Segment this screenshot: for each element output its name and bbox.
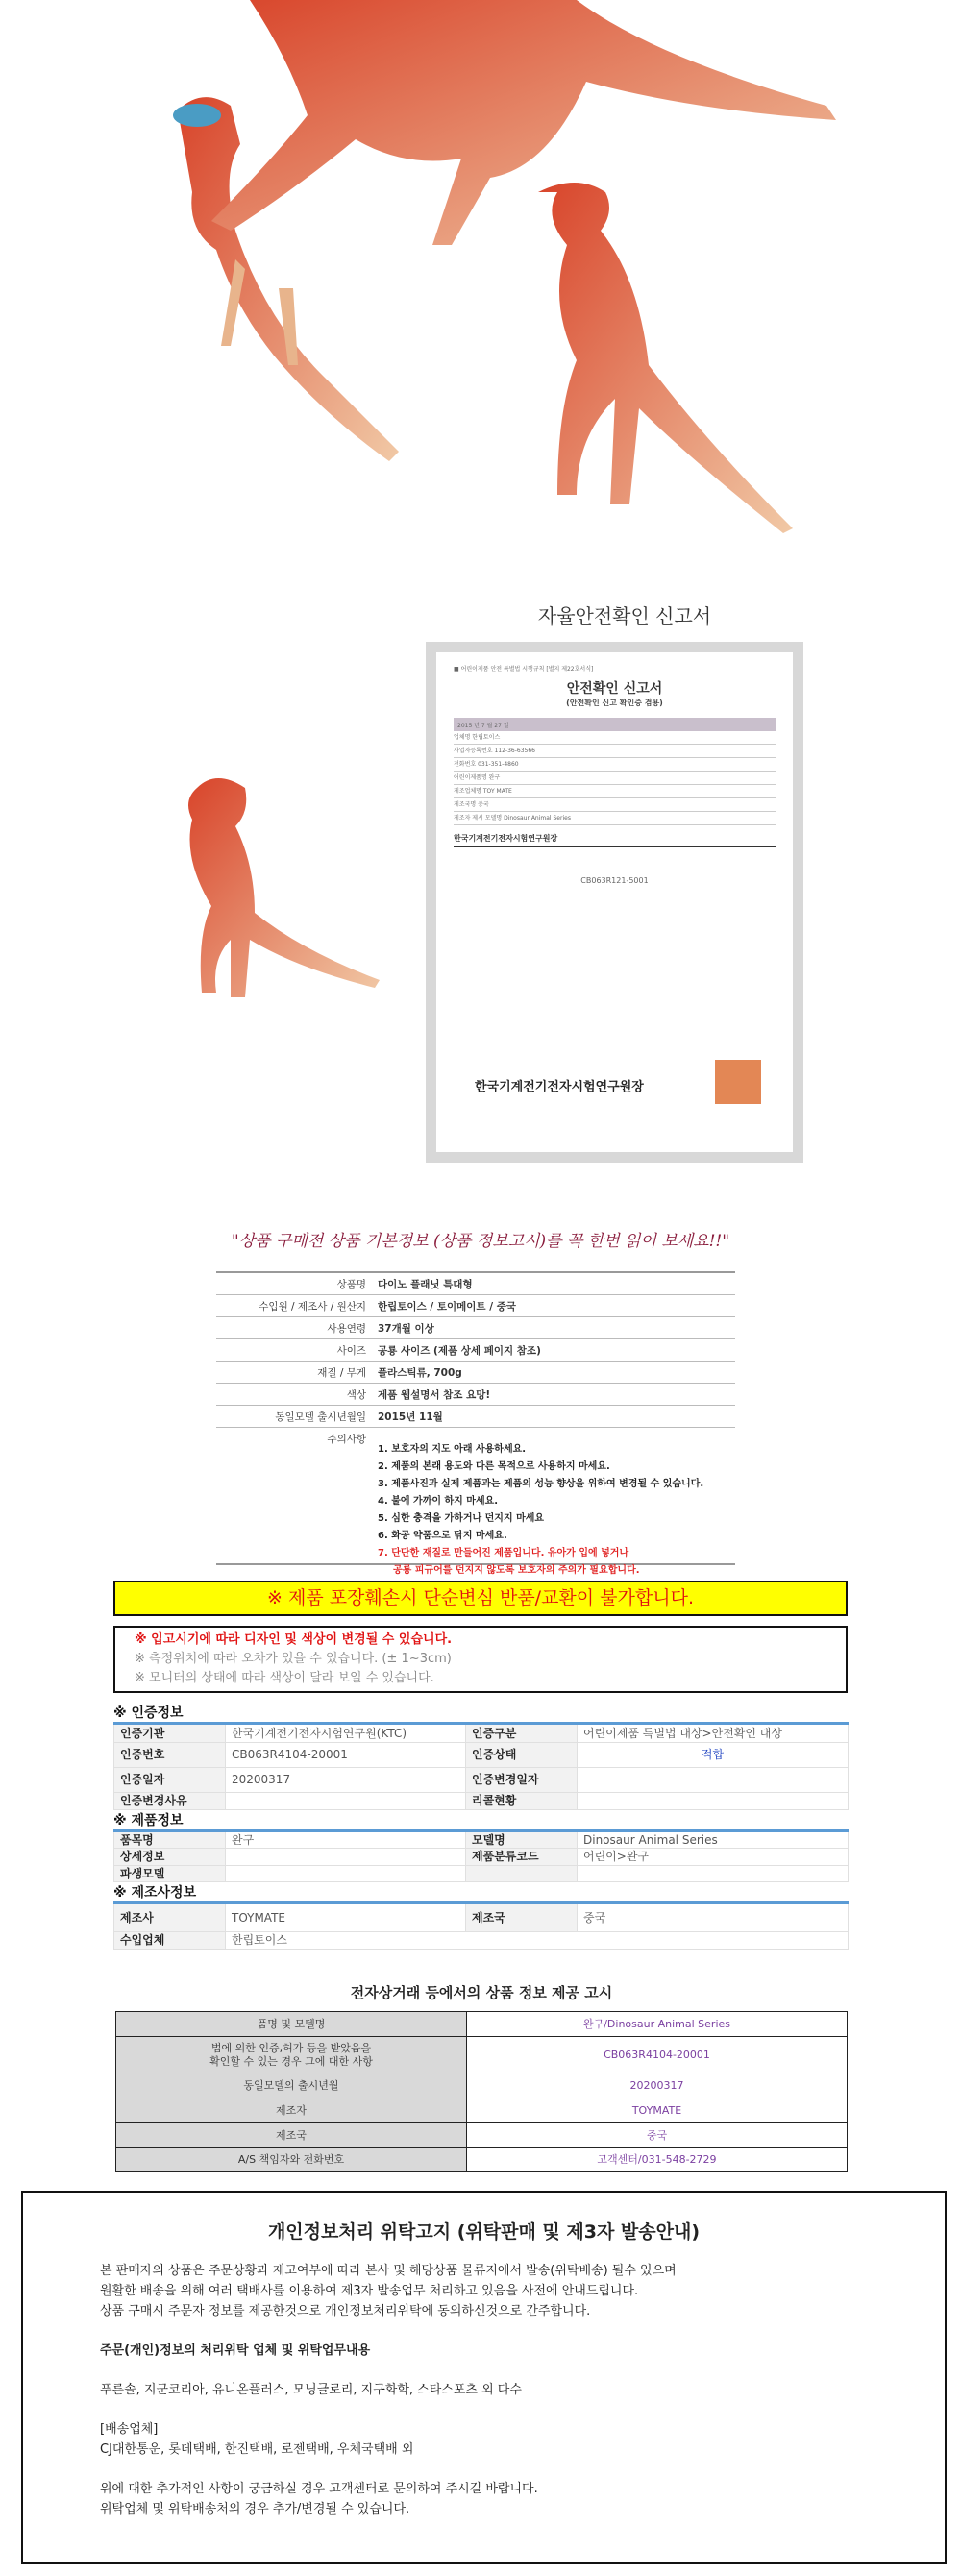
table-row bbox=[116, 2073, 848, 2098]
cell-label: 제조국 bbox=[466, 1903, 578, 1932]
privacy-footer: 위탁업체 및 위탁배송처의 경우 추가/변경될 수 있습니다. bbox=[100, 2502, 410, 2516]
caution-item: 5. 심한 충격을 가하거나 던지지 마세요 bbox=[378, 1513, 545, 1524]
cert-number: CB063R121-5001 bbox=[580, 876, 649, 885]
table-row bbox=[114, 1903, 849, 1932]
basic-info-label: 사용연령 bbox=[327, 1322, 366, 1335]
cell-value: 한립토이스 bbox=[226, 1932, 849, 1950]
privacy-carriers-label: [배송업체] bbox=[100, 2422, 159, 2437]
table-row bbox=[114, 1831, 849, 1849]
caution-item: 6. 화공 약품으로 닦지 마세요. bbox=[378, 1531, 507, 1541]
cell-label: 품명 및 모델명 bbox=[116, 2012, 467, 2037]
cert-small-issuer: 한국기계전기전자시험연구원장 bbox=[454, 833, 776, 847]
basic-info-value: 한립토이스 / 토이메이트 / 중국 bbox=[378, 1300, 517, 1313]
cell-label: 인증상태 bbox=[466, 1743, 578, 1768]
cell-value: 20200317 bbox=[226, 1768, 466, 1793]
cell-value: 완구/Dinosaur Animal Series bbox=[467, 2012, 848, 2037]
cell-label: 인증기관 bbox=[114, 1724, 226, 1743]
cell-label: 제조국 bbox=[116, 2123, 467, 2148]
safety-certificate-image bbox=[426, 642, 803, 1163]
cell-value: TOYMATE bbox=[467, 2098, 848, 2123]
basic-info-row bbox=[216, 1339, 735, 1362]
table-row bbox=[114, 1724, 849, 1743]
cert-row: 사업자등록번호 112-36-63566 bbox=[454, 745, 776, 758]
cert-rows bbox=[454, 731, 776, 825]
cell-label: 인증구분 bbox=[466, 1724, 578, 1743]
basic-info-table bbox=[216, 1271, 735, 1576]
cell-value: 어린이>완구 bbox=[578, 1849, 849, 1866]
cell-value: Dinosaur Animal Series bbox=[578, 1831, 849, 1849]
cell-label: 동일모델의 출시년월 bbox=[116, 2073, 467, 2098]
cell-label: 법에 의한 인증,허가 등을 받았음을 확인할 수 있는 경우 그에 대한 사항 bbox=[116, 2037, 467, 2073]
privacy-notice-box bbox=[21, 2191, 947, 2564]
basic-info-value: 다이노 플래닛 특대형 bbox=[378, 1278, 473, 1290]
privacy-carriers: CJ대한통운, 롯데택배, 한진택배, 로젠택배, 우체국택배 외 bbox=[100, 2442, 414, 2457]
caution-item: 2. 제품의 본래 용도와 다른 목적으로 사용하지 마세요. bbox=[378, 1461, 610, 1472]
table-row bbox=[114, 1743, 849, 1768]
cell-value bbox=[226, 1849, 466, 1866]
cert-title: 안전확인 신고서 bbox=[566, 681, 663, 697]
ecommerce-title: 전자상거래 등에서의 상품 정보 제공 고시 bbox=[350, 1984, 613, 2001]
basic-info-value: 37개월 이상 bbox=[378, 1322, 434, 1335]
basic-info-label: 상품명 bbox=[336, 1278, 366, 1290]
cert-row: 전화번호 031-351-4860 bbox=[454, 758, 776, 772]
dinosaur-figure-right bbox=[538, 183, 793, 533]
privacy-intro: 상품 구매시 주문자 정보를 제공한것으로 개인정보처리위탁에 동의하신것으로 간주합니다. bbox=[100, 2304, 591, 2318]
caution-item: 4. 불에 가까이 하지 마세요. bbox=[378, 1496, 499, 1507]
caution-item: 7. 단단한 재질로 만들어진 제품입니다. 유아가 입에 넣거나 bbox=[378, 1548, 629, 1558]
cell-label: 제조자 bbox=[116, 2098, 467, 2123]
caution-item: 1. 보호자의 지도 아래 사용하세요. bbox=[378, 1444, 527, 1455]
cell-label: 인증변경일자 bbox=[466, 1768, 578, 1793]
product-info-table bbox=[113, 1829, 849, 1882]
table-row bbox=[114, 1866, 849, 1882]
basic-info-row bbox=[216, 1406, 735, 1428]
cell-value bbox=[578, 1866, 849, 1882]
cautions-row bbox=[216, 1428, 735, 1576]
privacy-footer: 위에 대한 추가적인 사항이 궁금하실 경우 고객센터로 문의하여 주시길 바랍니다. bbox=[100, 2482, 538, 2496]
cell-value: CB063R4104-20001 bbox=[467, 2037, 848, 2073]
cert-row: 제조자 제시 모델명 Dinosaur Animal Series bbox=[454, 812, 776, 825]
ecommerce-info-table bbox=[115, 2011, 848, 2172]
cert-info-heading: ※ 인증정보 bbox=[113, 1705, 184, 1721]
cell-value: 완구 bbox=[226, 1831, 466, 1849]
cautions-list bbox=[378, 1441, 704, 1576]
cell-label: 리콜현황 bbox=[466, 1793, 578, 1810]
table-row bbox=[114, 1932, 849, 1950]
official-seal bbox=[715, 1060, 761, 1104]
cert-row: 어린이제품명 완구 bbox=[454, 772, 776, 785]
table-row bbox=[116, 2123, 848, 2148]
cell-value: 고객센터/031-548-2729 bbox=[467, 2148, 848, 2172]
cell-value: 중국 bbox=[578, 1903, 849, 1932]
cell-value: 중국 bbox=[467, 2123, 848, 2148]
cautions-label: 주의사항 bbox=[327, 1434, 366, 1445]
basic-info-label: 색상 bbox=[346, 1388, 366, 1401]
basic-info-value: 제품 웹설명서 참조 요망! bbox=[378, 1388, 491, 1401]
cert-subtitle: (안전확인 신고 확인증 겸용) bbox=[566, 699, 663, 707]
cell-label: 모델명 bbox=[466, 1831, 578, 1849]
cert-row: 업체명 한립토이스 bbox=[454, 731, 776, 745]
cell-label: 인증변경사유 bbox=[114, 1793, 226, 1810]
basic-info-row bbox=[216, 1273, 735, 1295]
cert-issuer: 한국기계전기전자시험연구원장 bbox=[475, 1080, 644, 1094]
cell-value: 어린이제품 특별법 대상>안전확인 대상 bbox=[578, 1724, 849, 1743]
cell-value bbox=[578, 1793, 849, 1810]
cell-label bbox=[466, 1866, 578, 1882]
cert-info-table bbox=[113, 1722, 849, 1810]
table-row bbox=[116, 2037, 848, 2073]
ktc-info-section bbox=[113, 1705, 848, 1951]
table-row bbox=[116, 2098, 848, 2123]
product-info-heading: ※ 제품정보 bbox=[113, 1813, 184, 1828]
basic-info-label: 수입원 / 제조사 / 원산지 bbox=[259, 1300, 366, 1313]
product-photo-dinosaur-small bbox=[159, 730, 399, 1018]
basic-info-row bbox=[216, 1384, 735, 1406]
cert-receipt-band bbox=[454, 718, 776, 731]
maker-info-table bbox=[113, 1901, 849, 1950]
cell-label: 제품분류코드 bbox=[466, 1849, 578, 1866]
maker-info-heading: ※ 제조사정보 bbox=[113, 1885, 197, 1901]
basic-info-row bbox=[216, 1362, 735, 1384]
caution-item: 3. 제품사진과 실제 제품과는 제품의 성능 향상을 위하여 변경될 수 있습니다. bbox=[378, 1479, 704, 1489]
basic-info-value: 플라스틱류, 700g bbox=[378, 1366, 462, 1379]
notice-line: ※ 입고시기에 따라 디자인 및 색상이 변경될 수 있습니다. bbox=[135, 1632, 453, 1647]
cell-value: TOYMATE bbox=[226, 1903, 466, 1932]
section-title: 자율안전확인 신고서 bbox=[537, 604, 712, 627]
notice-line: ※ 모니터의 상태에 따라 색상이 달라 보일 수 있습니다. bbox=[135, 1671, 434, 1685]
basic-info-label: 사이즈 bbox=[336, 1344, 366, 1357]
cell-value bbox=[578, 1768, 849, 1793]
privacy-companies: 푸른솔, 지군코리아, 유니온플러스, 모닝글로리, 지구화학, 스타스포츠 외 다수 bbox=[100, 2383, 522, 2397]
basic-info-value: 2015년 11월 bbox=[378, 1411, 443, 1423]
basic-info-value: 공룡 사이즈 (제품 상세 페이지 참조) bbox=[378, 1344, 541, 1357]
cert-date: 2015 년 7 월 27 일 bbox=[457, 722, 509, 729]
table-row bbox=[116, 2148, 848, 2172]
caution-item: 공룡 피규어를 던지지 않도록 보호자의 주의가 필요합니다. bbox=[393, 1565, 640, 1576]
cell-label: 파생모델 bbox=[114, 1866, 226, 1882]
read-before-purchase-notice: "상품 구매전 상품 기본정보 (상품 정보고시)를 꼭 한번 읽어 보세요!!" bbox=[231, 1232, 730, 1251]
privacy-intro: 본 판매자의 상품은 주문상황과 재고여부에 따라 본사 및 해당상품 물류지에서 발송(위탁배송) 될수 있으며 bbox=[100, 2264, 677, 2278]
basic-info-row bbox=[216, 1317, 735, 1339]
privacy-intro: 원활한 배송을 위해 여러 택배사를 이용하여 제3자 발송업무 처리하고 있음을 사전에 안내드립니다. bbox=[100, 2284, 639, 2298]
table-row bbox=[114, 1768, 849, 1793]
cell-value: 20200317 bbox=[467, 2073, 848, 2098]
no-return-banner: ※ 제품 포장훼손시 단순변심 반품/교환이 불가합니다. bbox=[113, 1581, 848, 1616]
cell-value: 적합 bbox=[578, 1743, 849, 1768]
cell-label: A/S 책임자와 전화번호 bbox=[116, 2148, 467, 2172]
cell-value bbox=[226, 1793, 466, 1810]
table-row bbox=[114, 1849, 849, 1866]
basic-info-label: 재질 / 무게 bbox=[317, 1366, 366, 1379]
privacy-title: 개인정보처리 위탁고지 (위탁판매 및 제3자 발송안내) bbox=[267, 2221, 701, 2243]
cell-value: 한국기계전기전자시험연구원(KTC) bbox=[226, 1724, 466, 1743]
cell-value bbox=[226, 1866, 466, 1882]
cell-label: 제조사 bbox=[114, 1903, 226, 1932]
basic-info-row bbox=[216, 1295, 735, 1317]
cert-row: 제조업체명 TOY MATE bbox=[454, 785, 776, 798]
table-row bbox=[116, 2012, 848, 2037]
cert-row: 제조국명 중국 bbox=[454, 798, 776, 812]
notice-line: ※ 측정위치에 따라 오차가 있을 수 있습니다. (± 1~3cm) bbox=[135, 1652, 452, 1666]
table-row bbox=[114, 1793, 849, 1810]
cell-label: 상세정보 bbox=[114, 1849, 226, 1866]
privacy-subheading: 주문(개인)정보의 처리위탁 업체 및 위탁업무내용 bbox=[100, 2343, 371, 2358]
product-photo-dinosaurs bbox=[0, 0, 961, 567]
cell-label: 인증일자 bbox=[114, 1768, 226, 1793]
cell-value: CB063R4104-20001 bbox=[226, 1743, 466, 1768]
dinosaur-figure-back bbox=[211, 0, 836, 245]
cell-label: 품목명 bbox=[114, 1831, 226, 1849]
cell-label: 인증번호 bbox=[114, 1743, 226, 1768]
cert-header-note: ■ 어린이제품 안전 특별법 시행규칙 [별지 제22호서식] bbox=[454, 666, 594, 673]
product-notice-box bbox=[113, 1626, 848, 1693]
cell-label: 수입업체 bbox=[114, 1932, 226, 1950]
basic-info-label: 동일모델 출시년월일 bbox=[275, 1411, 366, 1423]
